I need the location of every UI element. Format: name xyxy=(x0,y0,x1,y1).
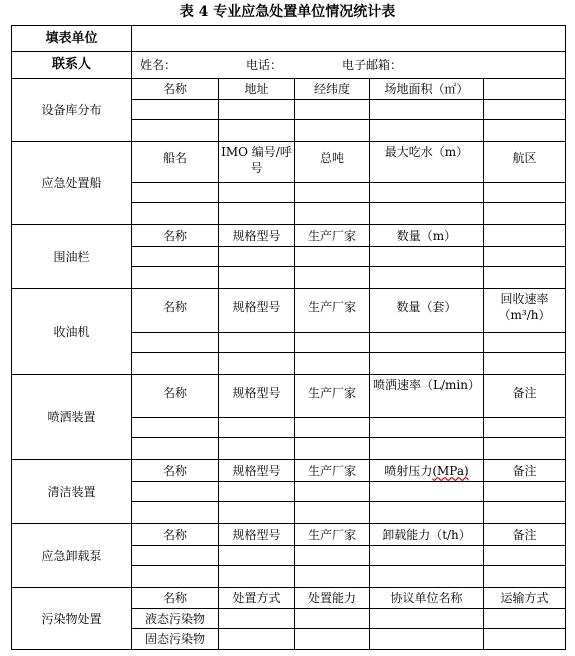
data-cell[interactable] xyxy=(370,629,484,650)
pump-header-row xyxy=(12,524,566,546)
contact-person-label: 联系人 xyxy=(12,52,132,79)
data-cell[interactable] xyxy=(484,482,566,502)
data-cell[interactable] xyxy=(219,183,295,203)
data-cell[interactable] xyxy=(484,203,566,225)
header-cell: IMO 编号/呼号 xyxy=(219,142,295,183)
data-cell[interactable] xyxy=(132,203,219,225)
data-cell[interactable] xyxy=(370,566,484,588)
data-cell[interactable] xyxy=(295,203,370,225)
pump-label: 应急卸载泵 xyxy=(12,524,132,588)
header-cell: 地址 xyxy=(219,79,295,100)
header-cell: 备注 xyxy=(484,375,566,418)
data-cell[interactable] xyxy=(219,267,295,289)
data-cell[interactable] xyxy=(219,546,295,566)
header-cell: 回收速率（m³/h） xyxy=(484,289,566,333)
header-cell: 生产厂家 xyxy=(295,524,370,546)
header-cell: 经纬度 xyxy=(295,79,370,100)
header-cell xyxy=(484,225,566,247)
fill-unit-row xyxy=(12,26,566,52)
header-cell: 协议单位名称 xyxy=(370,588,484,609)
data-cell[interactable] xyxy=(370,267,484,289)
data-cell[interactable] xyxy=(295,333,370,353)
data-cell[interactable] xyxy=(219,482,295,502)
data-cell[interactable] xyxy=(370,438,484,460)
data-cell[interactable] xyxy=(484,333,566,353)
data-cell[interactable] xyxy=(484,629,566,650)
skimmer-label: 收油机 xyxy=(12,289,132,375)
data-cell[interactable] xyxy=(219,566,295,588)
header-text: 喷射压力 xyxy=(384,463,433,478)
header-cell: 名称 xyxy=(132,524,219,546)
data-cell[interactable] xyxy=(132,438,219,460)
vessel-header-row xyxy=(12,142,566,183)
data-cell[interactable] xyxy=(370,609,484,629)
data-cell[interactable] xyxy=(295,100,370,120)
sprayer-header-row xyxy=(12,375,566,418)
header-cell: 名称 xyxy=(132,289,219,333)
data-cell[interactable] xyxy=(295,629,370,650)
header-cell: 名称 xyxy=(132,79,219,100)
header-unit: (MPa) xyxy=(432,463,469,478)
data-cell[interactable] xyxy=(370,482,484,502)
sprayer-label: 喷洒装置 xyxy=(12,375,132,460)
contact-row xyxy=(12,52,566,79)
boom-label: 围油栏 xyxy=(12,225,132,289)
header-cell: 数量（套） xyxy=(370,289,484,333)
warehouse-label: 设备库分布 xyxy=(12,79,132,142)
cleaner-header-row xyxy=(12,460,566,482)
warehouse-header-row xyxy=(12,79,566,100)
data-cell[interactable] xyxy=(295,482,370,502)
data-cell[interactable] xyxy=(219,438,295,460)
fill-unit-field[interactable] xyxy=(132,26,566,52)
contact-field[interactable] xyxy=(132,52,566,79)
header-cell xyxy=(370,460,484,482)
header-cell: 名称 xyxy=(132,225,219,247)
data-cell[interactable] xyxy=(370,546,484,566)
data-cell[interactable] xyxy=(370,183,484,203)
liquid-pollutant-label: 液态污染物 xyxy=(132,609,219,629)
header-cell xyxy=(484,79,566,100)
data-cell[interactable] xyxy=(484,353,566,375)
skimmer-header-row xyxy=(12,289,566,333)
header-cell: 喷洒速率（L/min） xyxy=(370,375,484,418)
contact-name-label: 姓名： xyxy=(140,58,177,72)
data-cell[interactable] xyxy=(132,100,219,120)
data-cell[interactable] xyxy=(132,566,219,588)
header-cell: 规格型号 xyxy=(219,524,295,546)
data-cell[interactable] xyxy=(219,120,295,142)
data-cell[interactable] xyxy=(295,609,370,629)
data-cell[interactable] xyxy=(295,247,370,267)
data-cell[interactable] xyxy=(484,502,566,524)
data-cell[interactable] xyxy=(219,629,295,650)
data-cell[interactable] xyxy=(295,546,370,566)
data-cell[interactable] xyxy=(295,120,370,142)
header-cell: 最大吃水（m） xyxy=(370,142,484,183)
header-cell: 备注 xyxy=(484,460,566,482)
statistics-table xyxy=(11,25,566,650)
data-cell[interactable] xyxy=(132,267,219,289)
data-cell[interactable] xyxy=(219,418,295,438)
data-cell[interactable] xyxy=(484,609,566,629)
data-cell[interactable] xyxy=(132,353,219,375)
header-cell: 名称 xyxy=(132,375,219,418)
data-cell[interactable] xyxy=(370,333,484,353)
header-cell: 船名 xyxy=(132,142,219,183)
header-cell: 生产厂家 xyxy=(295,460,370,482)
data-cell[interactable] xyxy=(132,183,219,203)
data-cell[interactable] xyxy=(219,203,295,225)
data-cell[interactable] xyxy=(295,183,370,203)
header-cell: 卸载能力（t/h） xyxy=(370,524,484,546)
data-cell[interactable] xyxy=(484,438,566,460)
data-cell[interactable] xyxy=(484,546,566,566)
header-cell: 规格型号 xyxy=(219,460,295,482)
data-cell[interactable] xyxy=(295,418,370,438)
header-cell: 处置能力 xyxy=(295,588,370,609)
table-title: 表 4 专业应急处置单位情况统计表 xyxy=(179,4,396,20)
contact-email-label: 电子邮箱： xyxy=(342,58,403,72)
cleaner-label: 清洁装置 xyxy=(12,460,132,524)
data-cell[interactable] xyxy=(295,267,370,289)
data-cell[interactable] xyxy=(132,120,219,142)
data-cell[interactable] xyxy=(484,267,566,289)
data-cell[interactable] xyxy=(132,333,219,353)
data-cell[interactable] xyxy=(132,418,219,438)
header-cell: 备注 xyxy=(484,524,566,546)
solid-pollutant-label: 固态污染物 xyxy=(132,629,219,650)
header-cell: 生产厂家 xyxy=(295,375,370,418)
header-cell: 规格型号 xyxy=(219,289,295,333)
data-cell[interactable] xyxy=(370,100,484,120)
contact-phone-label: 电话： xyxy=(246,58,283,72)
header-cell: 规格型号 xyxy=(219,375,295,418)
data-cell[interactable] xyxy=(484,418,566,438)
data-cell[interactable] xyxy=(484,100,566,120)
fill-unit-label: 填表单位 xyxy=(12,26,132,52)
boom-header-row xyxy=(12,225,566,247)
data-cell[interactable] xyxy=(132,482,219,502)
header-cell: 名称 xyxy=(132,460,219,482)
header-cell: 航区 xyxy=(484,142,566,183)
data-cell[interactable] xyxy=(295,566,370,588)
header-cell: 规格型号 xyxy=(219,225,295,247)
header-cell: 运输方式 xyxy=(484,588,566,609)
data-cell[interactable] xyxy=(132,502,219,524)
data-cell[interactable] xyxy=(370,120,484,142)
data-cell[interactable] xyxy=(370,418,484,438)
data-cell[interactable] xyxy=(484,183,566,203)
header-cell: 总吨 xyxy=(295,142,370,183)
data-cell[interactable] xyxy=(219,100,295,120)
data-cell[interactable] xyxy=(219,247,295,267)
data-cell[interactable] xyxy=(370,203,484,225)
data-cell[interactable] xyxy=(132,546,219,566)
data-cell[interactable] xyxy=(132,247,219,267)
header-cell: 生产厂家 xyxy=(295,289,370,333)
header-cell: 名称 xyxy=(132,588,219,609)
pollutant-header-row xyxy=(12,588,566,609)
data-cell[interactable] xyxy=(295,353,370,375)
data-cell[interactable] xyxy=(219,353,295,375)
header-cell: 处置方式 xyxy=(219,588,295,609)
data-cell[interactable] xyxy=(484,247,566,267)
header-cell: 场地面积（㎡） xyxy=(370,79,484,100)
header-cell: 数量（m） xyxy=(370,225,484,247)
data-cell[interactable] xyxy=(295,438,370,460)
data-cell[interactable] xyxy=(484,566,566,588)
pollutant-label: 污染物处置 xyxy=(12,588,132,650)
data-cell[interactable] xyxy=(219,609,295,629)
data-cell[interactable] xyxy=(219,333,295,353)
data-cell[interactable] xyxy=(370,502,484,524)
data-cell[interactable] xyxy=(484,120,566,142)
vessel-label: 应急处置船 xyxy=(12,142,132,225)
data-cell[interactable] xyxy=(219,502,295,524)
header-cell: 生产厂家 xyxy=(295,225,370,247)
data-cell[interactable] xyxy=(370,353,484,375)
data-cell[interactable] xyxy=(370,247,484,267)
data-cell[interactable] xyxy=(295,502,370,524)
